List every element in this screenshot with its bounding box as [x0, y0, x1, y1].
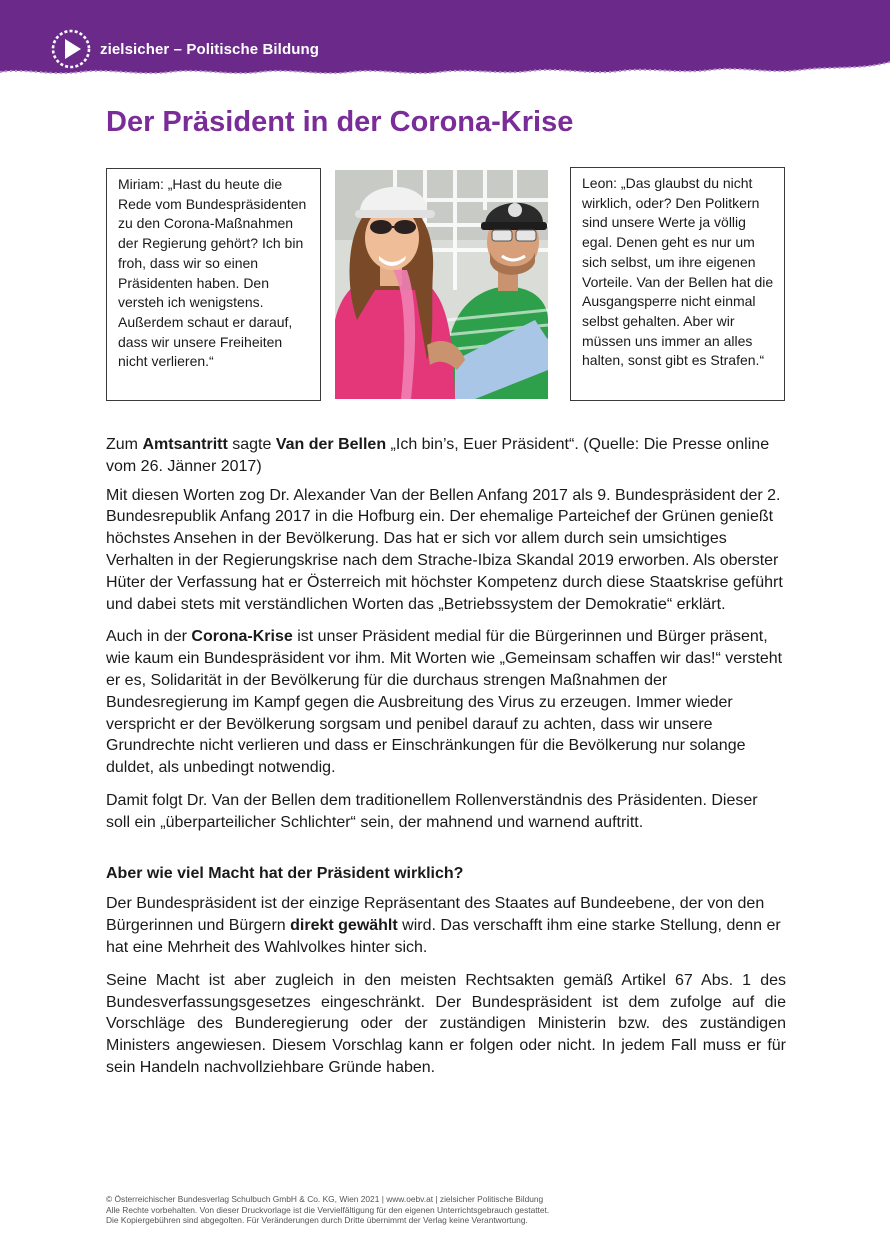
text-run: wird. Das verschafft ihm eine starke Stellung, denn er hat eine Mehrheit des Wahlvolkes hinter sich. [106, 917, 781, 956]
paragraph-corona-krise [106, 626, 786, 779]
paragraph-amtsantritt [106, 434, 786, 478]
brand-name: zielsicher – Politische Bildung [100, 40, 319, 58]
bold-term-amtsantritt: Amtsantritt [142, 436, 228, 453]
students-photo [335, 170, 548, 399]
page-title: Der Präsident in der Corona-Krise [106, 106, 574, 138]
quote-box-leon: Leon: „Das glaubst du nicht wirklich, oder? Den Politkern sind unsere Werte ja völlig egal. Denen geht es nur um sich selbst, um ihre eigenen Vorteile. Van der Bellen hat die Ausgangsperre nicht einmal selbst gehalten. Aber wir müssen uns immer an alles halten, sonst gibt es Strafen.“ [570, 167, 785, 401]
bold-term-corona-krise: Corona-Krise [191, 628, 293, 646]
text-run: „Ich bin’s, Euer Präsident“. (Quelle: Die Presse online vom 26. Jänner 2017) [106, 436, 770, 475]
article-body [106, 434, 786, 1090]
text-run: ist unser Präsident medial für die Bürgerinnen und Bürger präsent, wie kaum ein Bundespräsident vor ihm. Mit Worten wie „Gemeinsam schaffen wir das!“ versteht er es, Solidarität in der Bevölkerung für die durchaus strengen Maßnahmen der Bundesregierung im Kampf gegen die Ausbreitung des Virus zu erzeugen. Immer wieder verspricht er der Bevölkerung sorgsam und penibel darauf zu achten, dass wir unsere Grundrechte nicht verlieren und dass er Einschränkungen für die Bevölkerung nur solange duldet, als unbedingt notwendig. [106, 628, 783, 777]
brand [50, 28, 319, 70]
footer-copyright: © Österreichischer Bundesverlag Schulbuch GmbH & Co. KG, Wien 2021 | www.oebv.at | zielsicher Politische Bildung [106, 1194, 544, 1204]
paragraph-rollenverstaendnis: Damit folgt Dr. Van der Bellen dem traditionellem Rollenverständnis des Präsidenten. Dieser soll ein „überparteilicher Schlichter“ sein, der mahnend und warnend auftritt. [106, 791, 758, 831]
section-heading-macht: Aber wie viel Macht hat der Präsident wirklich? [106, 864, 464, 882]
footer [106, 1194, 806, 1226]
paragraph-direkt-gewaehlt [106, 893, 786, 958]
bold-term-van-der-bellen: Van der Bellen [275, 436, 387, 453]
bold-term-direkt-gewaehlt: direkt gewählt [290, 917, 398, 935]
text-run: Der Bundespräsident ist der einzige Repräsentant des Staates auf Bundeebene, der von den Bürgerinnen und Bürgern [106, 895, 765, 935]
text-run: Auch in der [106, 628, 192, 646]
header-band [0, 0, 890, 80]
paragraph-artikel-67: Seine Macht ist aber zugleich in den meisten Rechtsakten gemäß Artikel 67 Abs. 1 des Bundesverfassungsgesetzes eingeschränkt. Der Bundespräsident ist dem zufolge auf die Vorschläge des Bunderegierung oder der zuständigen Ministerin bzw. des zuständigen Ministers angewiesen. Diesem Vorschlag kann er folgen oder nicht. In jedem Fall muss er für sein Handeln nachvollziehbare Gründe haben. [106, 971, 786, 1076]
text-run: Zum [106, 436, 143, 453]
paragraph-hofburg: Mit diesen Worten zog Dr. Alexander Van der Bellen Anfang 2017 als 9. Bundespräsident der 2. Bundesrepublik Anfang 2017 in die Hofburg ein. Der ehemalige Parteichef der Grünen genießt höchstes Ansehen in der Bevölkerung. Das hat er sich vor allem durch sein umsichtiges Verhalten in der Regierungskrise nach dem Strache-Ibiza Skandal 2019 erworben. Als oberster Hüter der Verfassung hat er Österreich mit höchster Kompetenz durch diese Staatskrise geführt und dabei stets mit verständlichen Worten das „Betriebssystem der Demokratie“ erklärt. [106, 486, 783, 613]
text-run: sagte [227, 436, 276, 453]
play-circle-icon [50, 28, 92, 70]
two-students-photo [335, 170, 548, 399]
footer-rights: Alle Rechte vorbehalten. Von dieser Druckvorlage ist die Vervielfältigung für den eigenen Unterrichtsgebrauch gestattet. [106, 1204, 550, 1215]
footer-disclaimer: Die Kopiergebühren sind abgegolten. Für Veränderungen durch Dritte übernimmt der Verlag keine Verantwortung. [106, 1215, 528, 1226]
quote-box-miriam: Miriam: „Hast du heute die Rede vom Bundespräsidenten zu den Corona-Maßnahmen der Regierung gehört? Ich bin froh, dass wir so einen Präsidenten haben. Den versteh ich wenigstens. Außerdem schaut er darauf, dass wir unsere Freiheiten nicht verlieren.“ [106, 168, 321, 401]
